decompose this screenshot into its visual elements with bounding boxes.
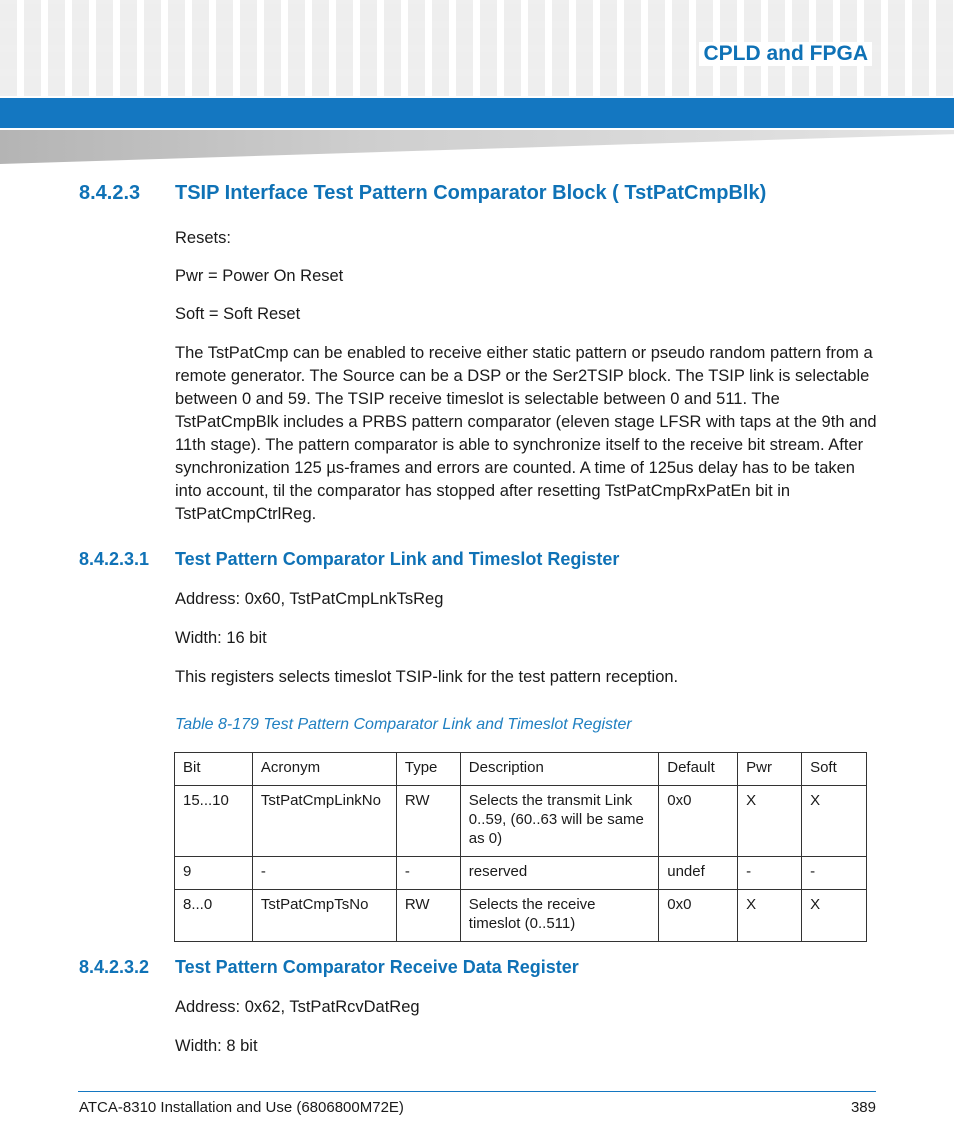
column-header: Default <box>659 753 738 786</box>
column-header: Pwr <box>738 753 802 786</box>
subsection-number: 8.4.2.3.1 <box>79 549 150 569</box>
register-address: Address: 0x62, TstPatRcvDatReg <box>175 998 420 1016</box>
table-cell: 9 <box>175 857 253 890</box>
table-cell: - <box>802 857 867 890</box>
section-heading <box>79 182 766 205</box>
subsection-number: 8.4.2.3.2 <box>79 957 150 977</box>
header-grey-wedge <box>0 130 954 164</box>
chapter-title: CPLD and FPGA <box>699 42 872 66</box>
column-header: Bit <box>175 753 253 786</box>
table-cell: 15...10 <box>175 786 253 857</box>
table-cell: undef <box>659 857 738 890</box>
pwr-definition: Pwr = Power On Reset <box>175 267 344 285</box>
table-cell: RW <box>396 890 460 942</box>
section-title: TSIP Interface Test Pattern Comparator Block ( TstPatCmpBlk) <box>175 182 767 204</box>
subsection-heading-2 <box>79 957 579 978</box>
register-width: Width: 8 bit <box>175 1037 258 1055</box>
table-cell: RW <box>396 786 460 857</box>
header-blue-bar <box>0 98 954 128</box>
register-width: Width: 16 bit <box>175 629 267 647</box>
subsection-heading-1 <box>79 549 619 570</box>
table-cell: 0x0 <box>659 786 738 857</box>
header-pattern-row <box>0 76 954 93</box>
table-cell: X <box>802 786 867 857</box>
column-header: Acronym <box>252 753 396 786</box>
subsection-title: Test Pattern Comparator Link and Timeslot Register <box>175 549 620 569</box>
table-cell: 8...0 <box>175 890 253 942</box>
table-row <box>175 786 867 857</box>
table-cell: 0x0 <box>659 890 738 942</box>
header-pattern-row <box>0 4 954 21</box>
table-header-row <box>175 753 867 786</box>
table-cell: TstPatCmpTsNo <box>252 890 396 942</box>
table-cell: X <box>738 890 802 942</box>
register-address: Address: 0x60, TstPatCmpLnkTsReg <box>175 590 444 608</box>
column-header: Type <box>396 753 460 786</box>
page-number: 389 <box>850 1099 876 1116</box>
section-body: The TstPatCmp can be enabled to receive either static pattern or pseudo random pattern from a remote generator. The Source can be a DSP or the Ser2TSIP block. The TSIP link is selectable between 0 and 59. The TSIP receive timeslot is selectable between 0 and 511. The TstPatCmpBlk includes a PRBS pattern comparator (eleven stage LFSR with taps at the 9th and 11th stage). The pattern comparator is able to synchronize itself to the receive bit stream. After synchronization 125 µs-frames and errors are counted. A time of 125us delay has to be taken into account, til the comparator has stopped after resetting TstPatCmpRxPatEn bit in TstPatCmpCtrlReg. <box>175 344 877 523</box>
table-cell: Selects the transmit Link 0..59, (60..63 will be same as 0) <box>460 786 658 857</box>
table-row <box>175 857 867 890</box>
table-cell: Selects the receive timeslot (0..511) <box>460 890 658 942</box>
soft-definition: Soft = Soft Reset <box>175 305 301 323</box>
footer-document-title: ATCA-8310 Installation and Use (6806800M72E) <box>79 1099 404 1116</box>
table-cell: X <box>802 890 867 942</box>
register-description: This registers selects timeslot TSIP-link for the test pattern reception. <box>175 668 679 686</box>
table-row <box>175 890 867 942</box>
resets-label: Resets: <box>175 229 231 247</box>
table-cell: - <box>738 857 802 890</box>
table-caption: Table 8-179 Test Pattern Comparator Link and Timeslot Register <box>175 716 632 733</box>
section-number: 8.4.2.3 <box>79 182 141 204</box>
table-cell: reserved <box>460 857 658 890</box>
subsection-title: Test Pattern Comparator Receive Data Register <box>175 957 579 977</box>
column-header: Soft <box>802 753 867 786</box>
table-cell: TstPatCmpLinkNo <box>252 786 396 857</box>
table-cell: - <box>396 857 460 890</box>
table-cell: - <box>252 857 396 890</box>
footer-rule <box>78 1091 876 1092</box>
table-cell: X <box>738 786 802 857</box>
column-header: Description <box>460 753 658 786</box>
register-table <box>174 752 867 942</box>
